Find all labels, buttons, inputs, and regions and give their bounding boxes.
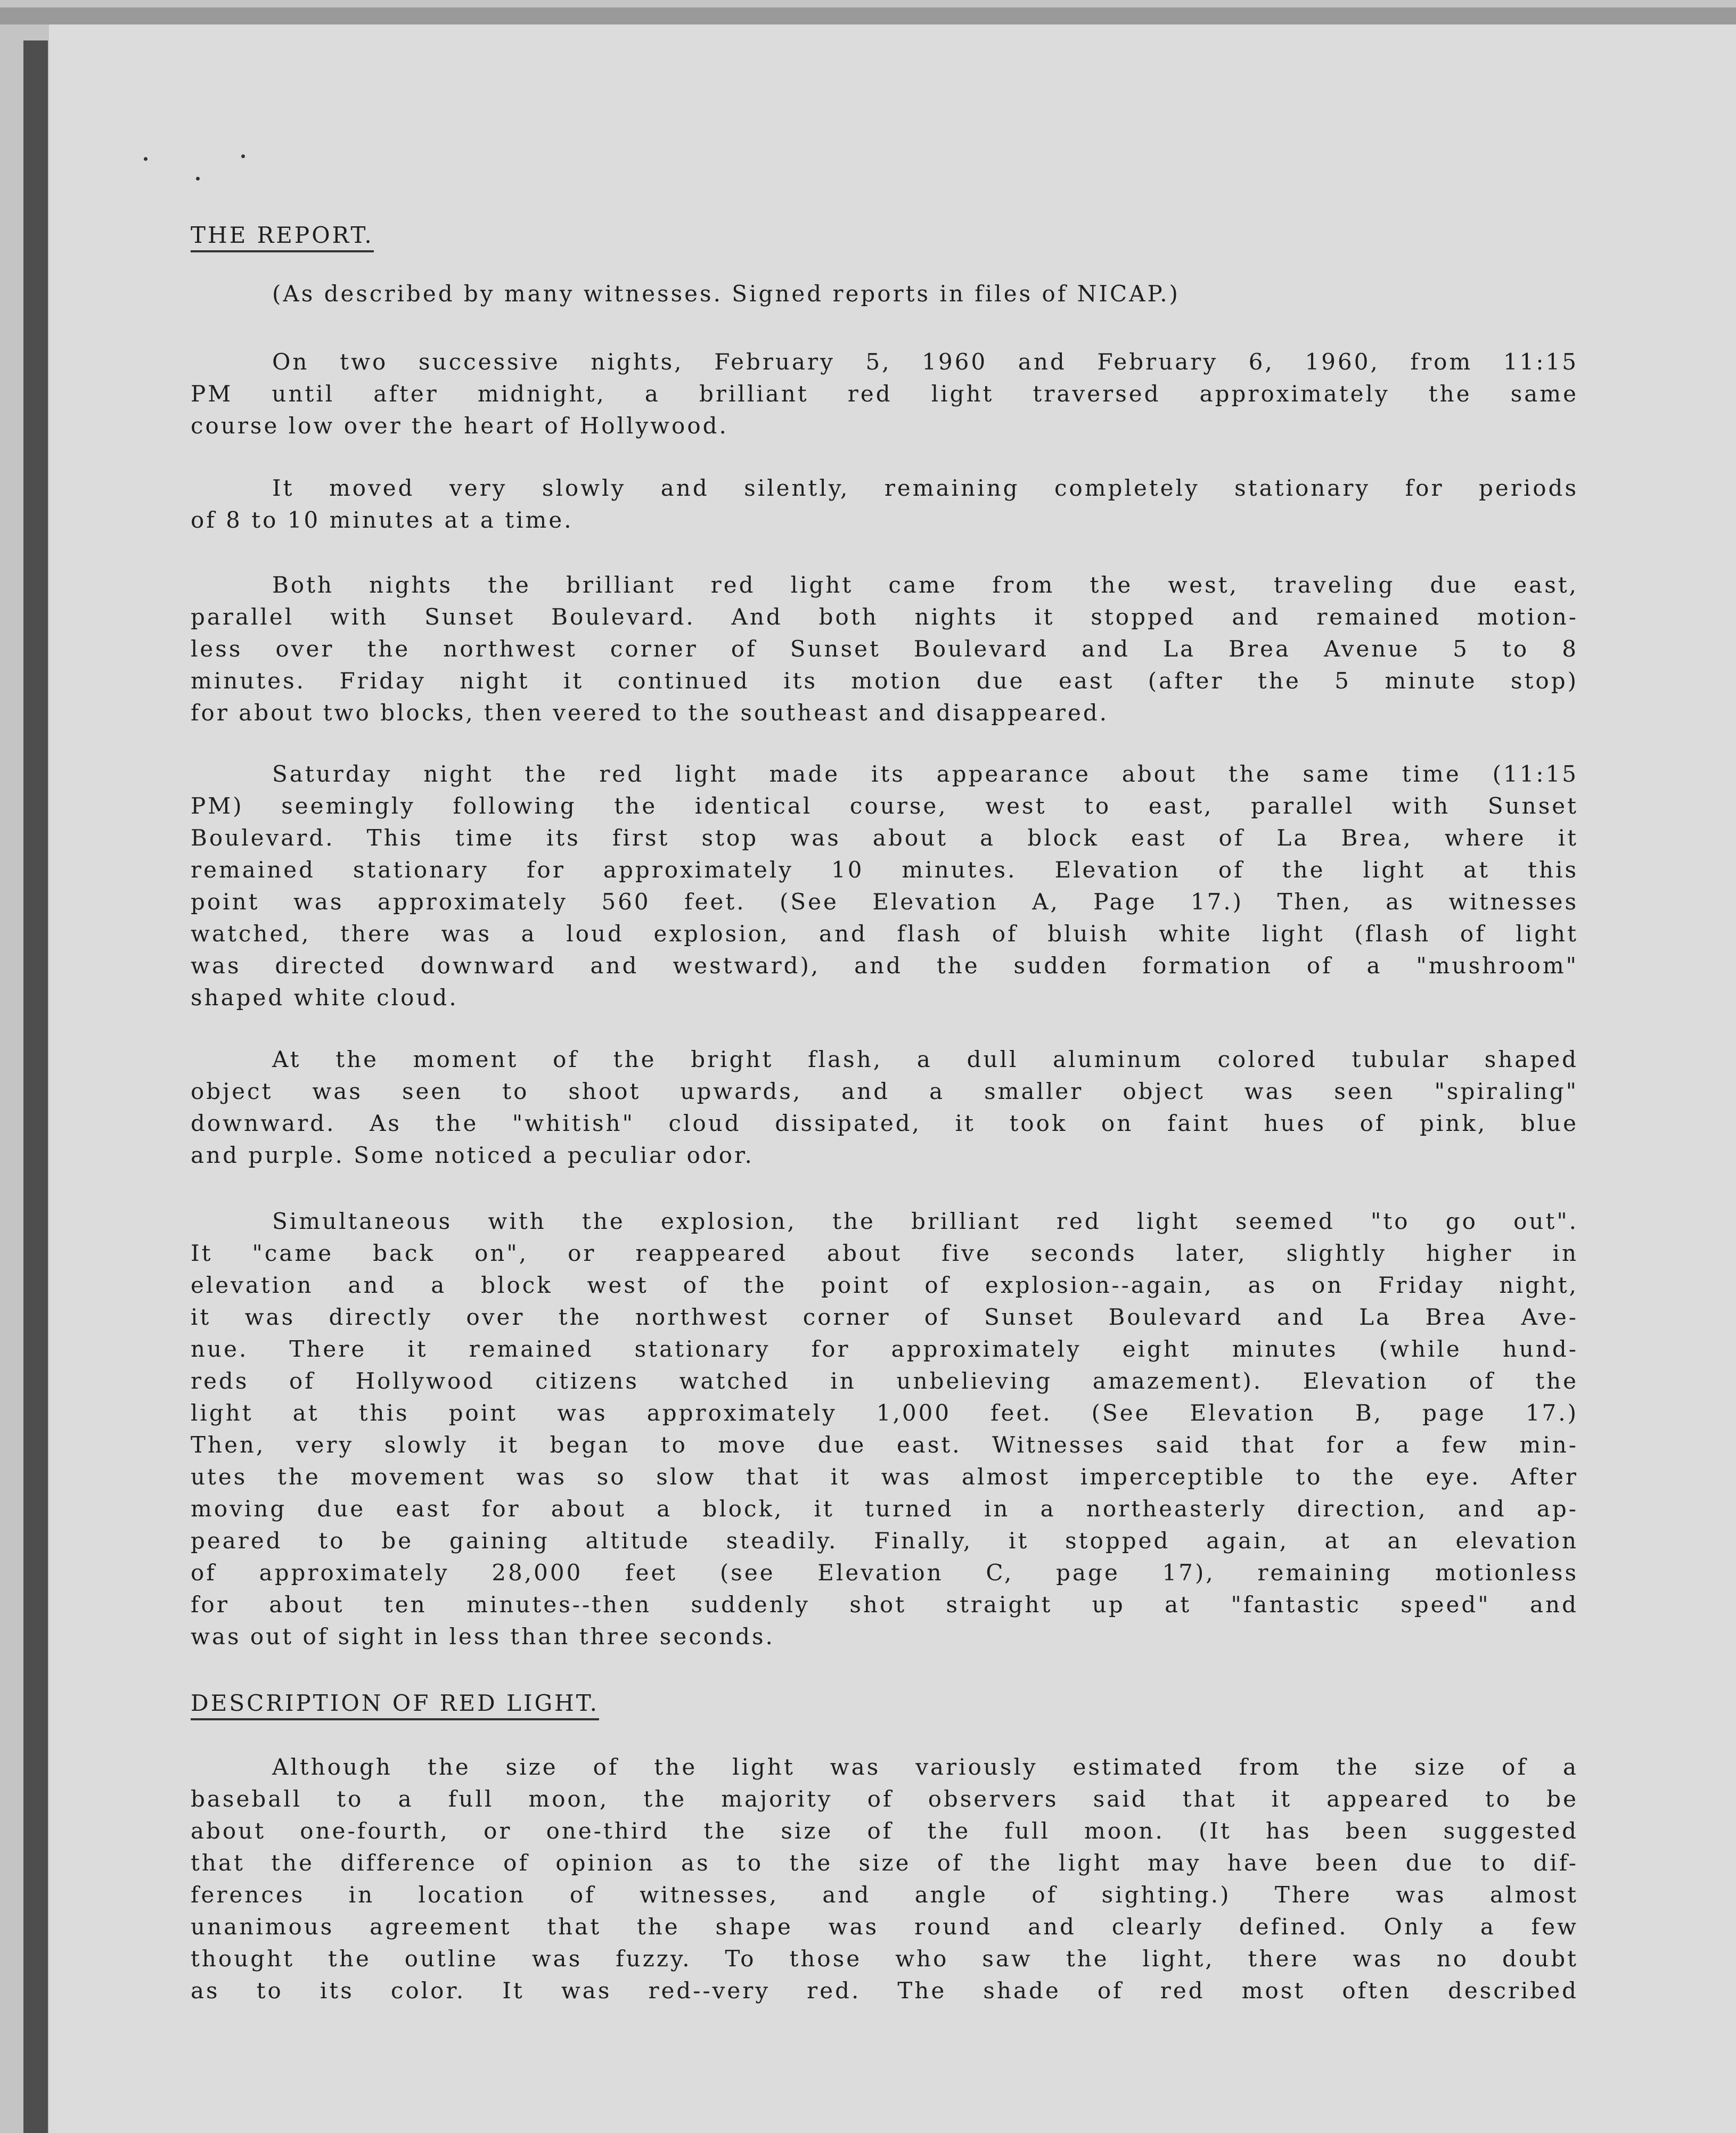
text-line: it was directly over the northwest corner of Sunset Boulevard and La Brea Ave-: [191, 1304, 1578, 1330]
text-line: PM until after midnight, a brilliant red light traversed approximately the same: [191, 381, 1578, 407]
text-line: watched, there was a loud explosion, and flash of bluish white light (flash of light: [191, 921, 1578, 947]
text-line: remained stationary for approximately 10 minutes. Elevation of the light at this: [191, 857, 1578, 883]
text-line: light at this point was approximately 1,000 feet. (See Elevation B, page 17.): [191, 1400, 1578, 1426]
text-line: On two successive nights, February 5, 1960 and February 6, 1960, from 11:15: [272, 349, 1578, 375]
text-line: reds of Hollywood citizens watched in unbelieving amazement). Elevation of the: [191, 1368, 1578, 1394]
text-line: baseball to a full moon, the majority of observers said that it appeared to be: [191, 1786, 1578, 1812]
text-line: was directed downward and westward), and the sudden formation of a "mushroom": [191, 953, 1578, 979]
text-line: It moved very slowly and silently, remaining completely stationary for periods: [272, 475, 1578, 501]
text-line: as to its color. It was red--very red. The shade of red most often described: [191, 1978, 1578, 2004]
text-line: shaped white cloud.: [191, 985, 458, 1011]
text-line: unanimous agreement that the shape was round and clearly defined. Only a few: [191, 1914, 1578, 1940]
text-line: object was seen to shoot upwards, and a smaller object was seen "spiraling": [191, 1078, 1578, 1104]
text-line: of 8 to 10 minutes at a time.: [191, 507, 574, 533]
paragraph: [191, 278, 1578, 310]
text-line: of approximately 28,000 feet (see Elevation C, page 17), remaining motionless: [191, 1560, 1578, 1586]
text-line: point was approximately 560 feet. (See Elevation A, Page 17.) Then, as witnesses: [191, 889, 1578, 915]
text-line: Although the size of the light was variously estimated from the size of a: [272, 1754, 1578, 1780]
text-line: moving due east for about a block, it turned in a northeasterly direction, and ap-: [191, 1496, 1578, 1522]
text-line: parallel with Sunset Boulevard. And both nights it stopped and remained motion-: [191, 604, 1578, 630]
text-line: minutes. Friday night it continued its motion due east (after the 5 minute stop): [191, 668, 1578, 694]
section-heading: DESCRIPTION OF RED LIGHT.: [191, 1690, 599, 1720]
paragraph: [191, 472, 1578, 536]
paragraph: [191, 1751, 1578, 2007]
heading-description-of-red-light: [191, 1687, 1578, 1719]
text-line: At the moment of the bright flash, a dull aluminum colored tubular shaped: [272, 1046, 1578, 1072]
text-line: was out of sight in less than three seconds.: [191, 1623, 775, 1650]
text-line: (As described by many witnesses. Signed reports in files of NICAP.): [272, 281, 1180, 307]
text-line: course low over the heart of Hollywood.: [191, 413, 728, 439]
text-line: for about ten minutes--then suddenly shot straight up at "fantastic speed" and: [191, 1591, 1578, 1618]
text-line: peared to be gaining altitude steadily. Finally, it stopped again, at an elevation: [191, 1528, 1578, 1554]
text-line: for about two blocks, then veered to the southeast and disappeared.: [191, 700, 1109, 726]
text-line: thought the outline was fuzzy. To those who saw the light, there was no doubt: [191, 1946, 1578, 1972]
text-line: Saturday night the red light made its appearance about the same time (11:15: [272, 761, 1578, 787]
text-line: Then, very slowly it began to move due east. Witnesses said that for a few min-: [191, 1432, 1578, 1458]
text-line: downward. As the "whitish" cloud dissipated, it took on faint hues of pink, blue: [191, 1110, 1578, 1136]
paragraph: [191, 346, 1578, 442]
paragraph: [191, 758, 1578, 1014]
text-line: nue. There it remained stationary for approximately eight minutes (while hund-: [191, 1336, 1578, 1362]
speck: [196, 177, 200, 181]
scan-edge-top: [0, 7, 1736, 24]
text-line: less over the northwest corner of Sunset Boulevard and La Brea Avenue 5 to 8: [191, 636, 1578, 662]
text-line: Both nights the brilliant red light came from the west, traveling due east,: [272, 572, 1578, 598]
text-line: PM) seemingly following the identical course, west to east, parallel with Sunset: [191, 793, 1578, 819]
heading-the-report: [191, 219, 1578, 251]
scan-edge-left: [23, 40, 48, 2133]
text-line: Simultaneous with the explosion, the brilliant red light seemed "to go out".: [272, 1208, 1578, 1234]
section-heading: THE REPORT.: [191, 222, 374, 252]
speck: [241, 154, 245, 158]
paragraph: [191, 569, 1578, 729]
paragraph: [191, 1205, 1578, 1653]
speck: [144, 157, 148, 161]
text-line: utes the movement was so slow that it was almost imperceptible to the eye. After: [191, 1464, 1578, 1490]
text-line: about one-fourth, or one-third the size of the full moon. (It has been suggested: [191, 1818, 1578, 1844]
text-line: It "came back on", or reappeared about five seconds later, slightly higher in: [191, 1240, 1578, 1266]
text-line: ferences in location of witnesses, and angle of sighting.) There was almost: [191, 1882, 1578, 1908]
text-line: that the difference of opinion as to the size of the light may have been due to dif-: [191, 1850, 1578, 1876]
text-line: elevation and a block west of the point of explosion--again, as on Friday night,: [191, 1272, 1578, 1298]
paragraph: [191, 1044, 1578, 1171]
text-line: Boulevard. This time its first stop was about a block east of La Brea, where it: [191, 825, 1578, 851]
text-line: and purple. Some noticed a peculiar odor.: [191, 1142, 754, 1168]
